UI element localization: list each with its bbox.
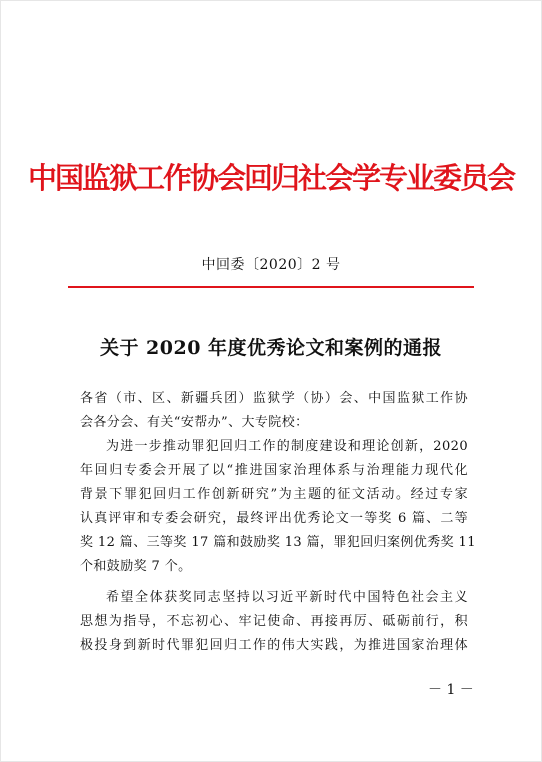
salutation-line: 各省（市、区、新疆兵团）监狱学（协）会、中国监狱工作协 xyxy=(80,391,468,406)
paragraph-line: 个和鼓励奖 7 个。 xyxy=(80,559,192,574)
letterhead-title: 中国监狱工作协会回归社会学专业委员会 xyxy=(27,161,514,195)
paragraph-line: 极投身到新时代罪犯回归工作的伟大实践，为推进国家治理体 xyxy=(80,638,468,653)
paragraph-line: 认真评审和专委会研究，最终评出优秀论文一等奖 6 篇、二等 xyxy=(80,511,468,526)
red-divider xyxy=(68,286,474,288)
salutation-line: 会各分会、有关“安帮办”、大专院校： xyxy=(80,415,309,430)
document-title: 关于 2020 年度优秀论文和案例的通报 xyxy=(99,337,443,359)
paragraph-line: 希望全体获奖同志坚持以习近平新时代中国特色社会主义 xyxy=(106,590,468,605)
paragraph-line: 思想为指导，不忘初心、牢记使命、再接再厉、砥砺前行，积 xyxy=(80,614,468,629)
paragraph-line: 背景下罪犯回归工作创新研究”为主题的征文活动。经过专家 xyxy=(80,487,468,502)
paragraph-2 xyxy=(80,586,468,658)
paragraph-1 xyxy=(80,435,476,579)
page-number: － 1 － xyxy=(428,682,474,698)
paragraph-line: 为进一步推动罪犯回归工作的制度建设和理论创新，2020 xyxy=(106,439,468,454)
paragraph-line: 奖 12 篇、三等奖 17 篇和鼓励奖 13 篇，罪犯回归案例优秀奖 11 xyxy=(80,535,476,550)
salutation xyxy=(80,387,468,435)
paragraph-line: 年回归专委会开展了以“推进国家治理体系与治理能力现代化 xyxy=(80,463,468,478)
document-number: 中回委〔2020〕2 号 xyxy=(201,257,341,273)
